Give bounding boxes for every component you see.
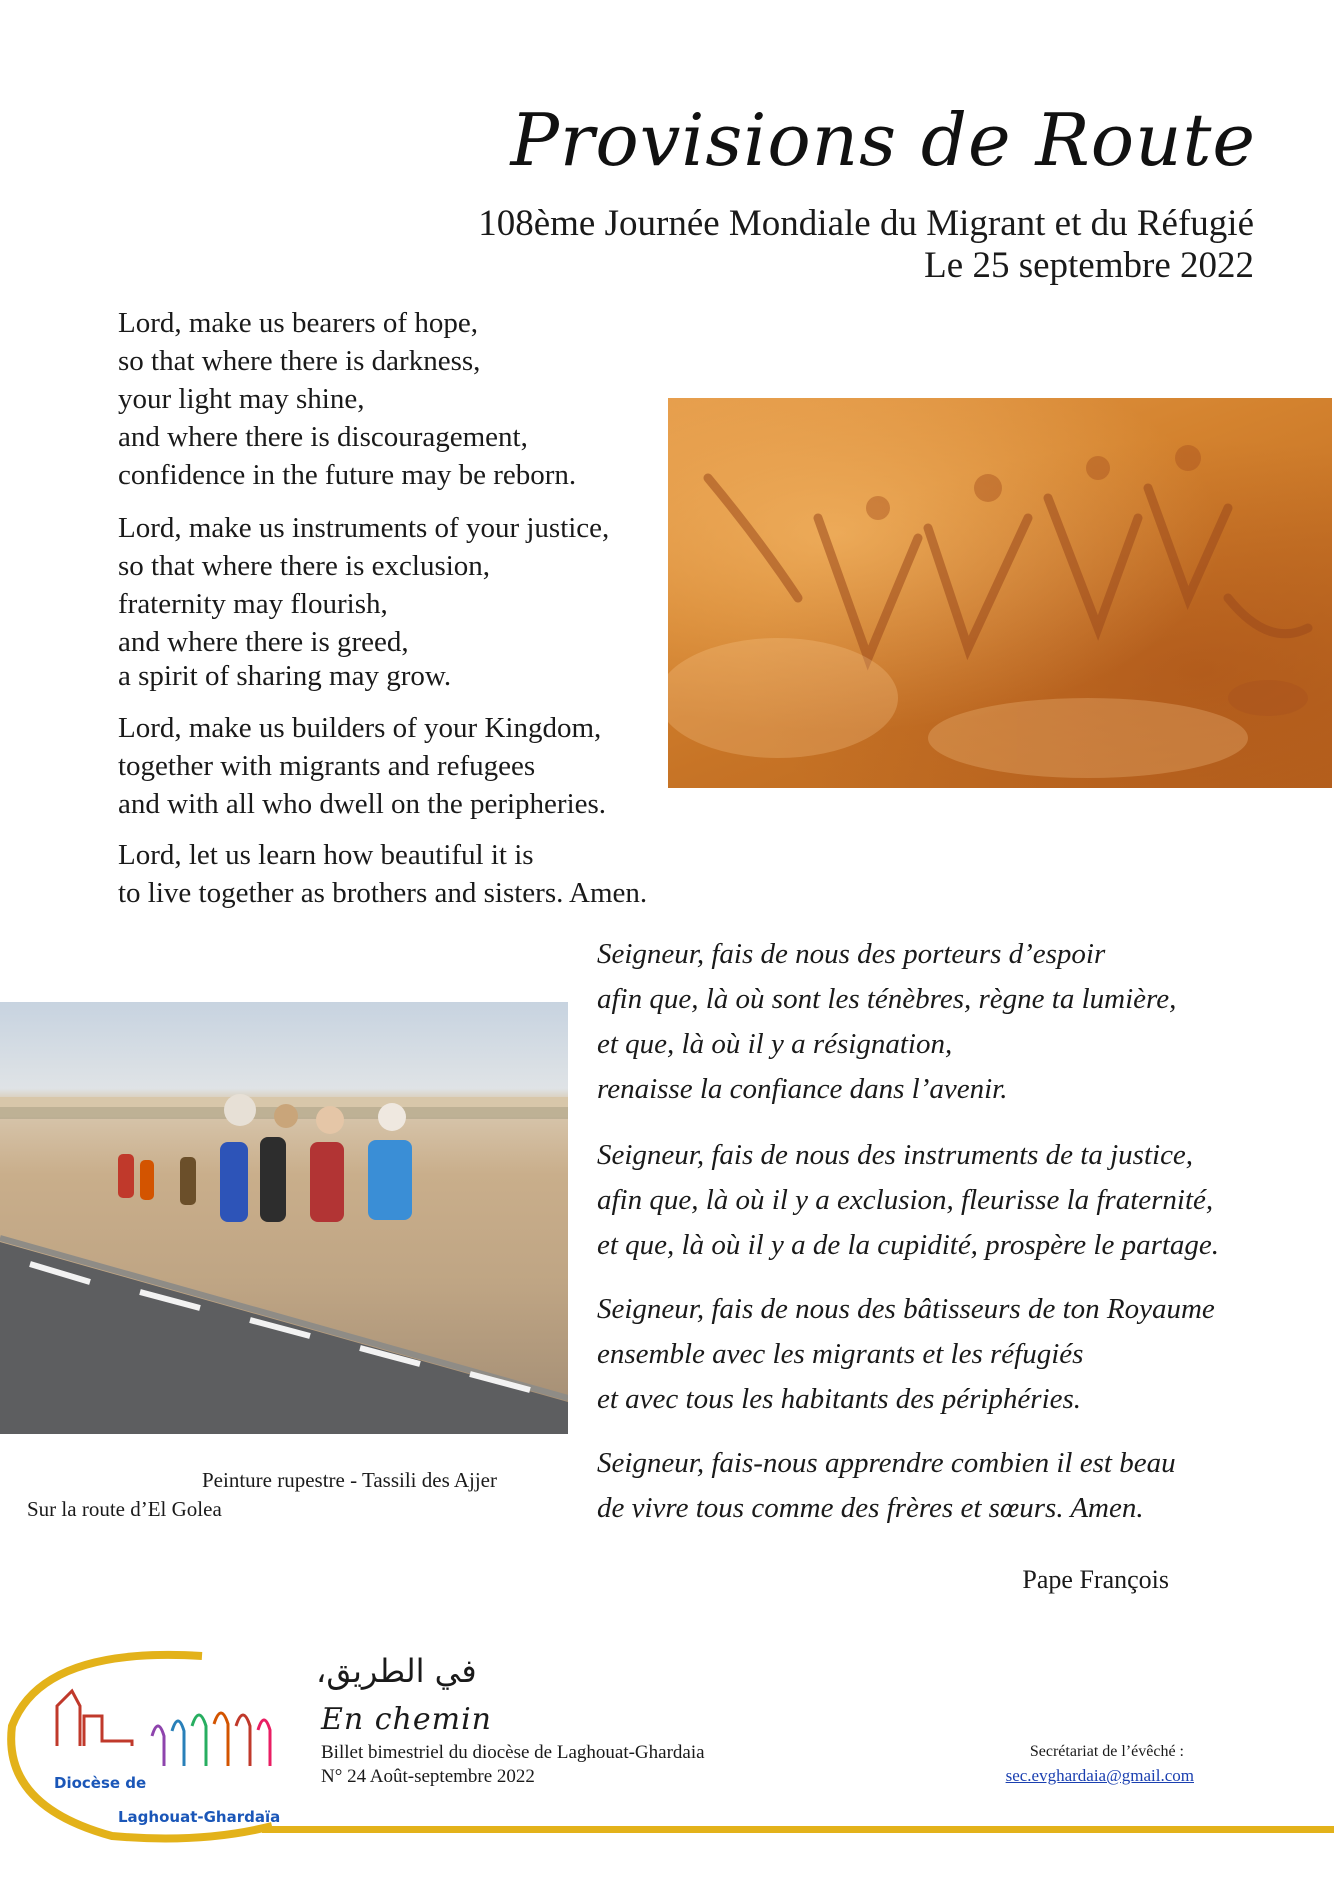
prayer-fr-stanza-3 bbox=[597, 1287, 1215, 1422]
prayer-line: to live together as brothers and sisters. Amen. bbox=[118, 877, 648, 909]
secretariat-email-link[interactable]: sec.evghardaia@gmail.com bbox=[1005, 1766, 1194, 1785]
subtitle-date: Le 25 septembre 2022 bbox=[924, 245, 1254, 286]
prayer-line: Lord, let us learn how beautiful it is bbox=[118, 839, 534, 871]
prayer-line: Seigneur, fais de nous des porteurs d’espoir bbox=[597, 938, 1106, 970]
prayer-line: confidence in the future may be reborn. bbox=[118, 459, 577, 491]
prayer-line: Lord, make us bearers of hope, bbox=[118, 307, 478, 339]
prayer-line: fraternity may flourish, bbox=[118, 588, 388, 620]
caption-rock-painting: Peinture rupestre - Tassili des Ajjer bbox=[202, 1468, 497, 1492]
prayer-line: afin que, là où il y a exclusion, fleurisse la fraternité, bbox=[597, 1184, 1214, 1216]
subtitle-event: 108ème Journée Mondiale du Migrant et du Réfugié bbox=[478, 203, 1254, 244]
prayer-line: Seigneur, fais de nous des instruments de ta justice, bbox=[597, 1139, 1194, 1171]
footer-arabic-title: في الطريق، bbox=[316, 1652, 477, 1690]
prayer-line: your light may shine, bbox=[118, 383, 365, 415]
logo-text-line2: Laghouat-Ghardaïa bbox=[118, 1808, 281, 1826]
footer-divider bbox=[262, 1826, 1334, 1833]
prayer-line: together with migrants and refugees bbox=[118, 750, 536, 782]
diocese-logo bbox=[2, 1646, 300, 1846]
rock-painting-image bbox=[668, 398, 1332, 788]
prayer-en-stanza-1 bbox=[118, 304, 576, 494]
prayer-line: afin que, là où sont les ténèbres, règne ta lumière, bbox=[597, 983, 1177, 1015]
footer-publication-name: En chemin bbox=[321, 1702, 492, 1737]
prayer-en-stanza-2 bbox=[118, 509, 609, 695]
prayer-fr-stanza-4 bbox=[597, 1441, 1176, 1531]
prayer-line: and where there is discouragement, bbox=[118, 421, 528, 453]
prayer-line: so that where there is exclusion, bbox=[118, 550, 491, 582]
footer-billet-text: Billet bimestriel du diocèse de Laghouat-Ghardaia bbox=[321, 1742, 705, 1763]
prayer-en-stanza-4 bbox=[118, 836, 647, 912]
prayer-fr-stanza-2 bbox=[597, 1133, 1219, 1268]
footer-issue-number: N° 24 Août-septembre 2022 bbox=[321, 1766, 535, 1787]
road-photo-image bbox=[0, 1002, 568, 1434]
prayer-line: et que, là où il y a de la cupidité, prospère le partage. bbox=[597, 1229, 1220, 1261]
caption-road: Sur la route d’El Golea bbox=[27, 1497, 222, 1521]
secretariat-label: Secrétariat de l’évêché : bbox=[1029, 1743, 1184, 1760]
page-title: Provisions de Route bbox=[510, 98, 1256, 182]
prayer-line: renaisse la confiance dans l’avenir. bbox=[597, 1073, 1008, 1105]
prayer-en-stanza-3 bbox=[118, 709, 606, 823]
prayer-line: et avec tous les habitants des périphéries. bbox=[597, 1383, 1082, 1415]
prayer-line: de vivre tous comme des frères et sœurs. Amen. bbox=[597, 1492, 1144, 1524]
prayer-line: et que, là où il y a résignation, bbox=[597, 1028, 953, 1060]
logo-text-line1: Diocèse de bbox=[54, 1774, 147, 1792]
prayer-line: Seigneur, fais-nous apprendre combien il est beau bbox=[597, 1447, 1176, 1479]
prayer-line: Lord, make us builders of your Kingdom, bbox=[118, 712, 602, 744]
prayer-line: and where there is greed, bbox=[118, 626, 409, 658]
prayer-line: Lord, make us instruments of your justice, bbox=[118, 512, 610, 544]
signature-author: Pape François bbox=[1022, 1565, 1169, 1594]
prayer-line: a spirit of sharing may grow. bbox=[118, 660, 452, 692]
prayer-fr-stanza-1 bbox=[597, 932, 1176, 1112]
prayer-line: ensemble avec les migrants et les réfugiés bbox=[597, 1338, 1084, 1370]
prayer-line: so that where there is darkness, bbox=[118, 345, 481, 377]
prayer-line: and with all who dwell on the peripheries. bbox=[118, 788, 607, 820]
prayer-line: Seigneur, fais de nous des bâtisseurs de ton Royaume bbox=[597, 1293, 1215, 1325]
